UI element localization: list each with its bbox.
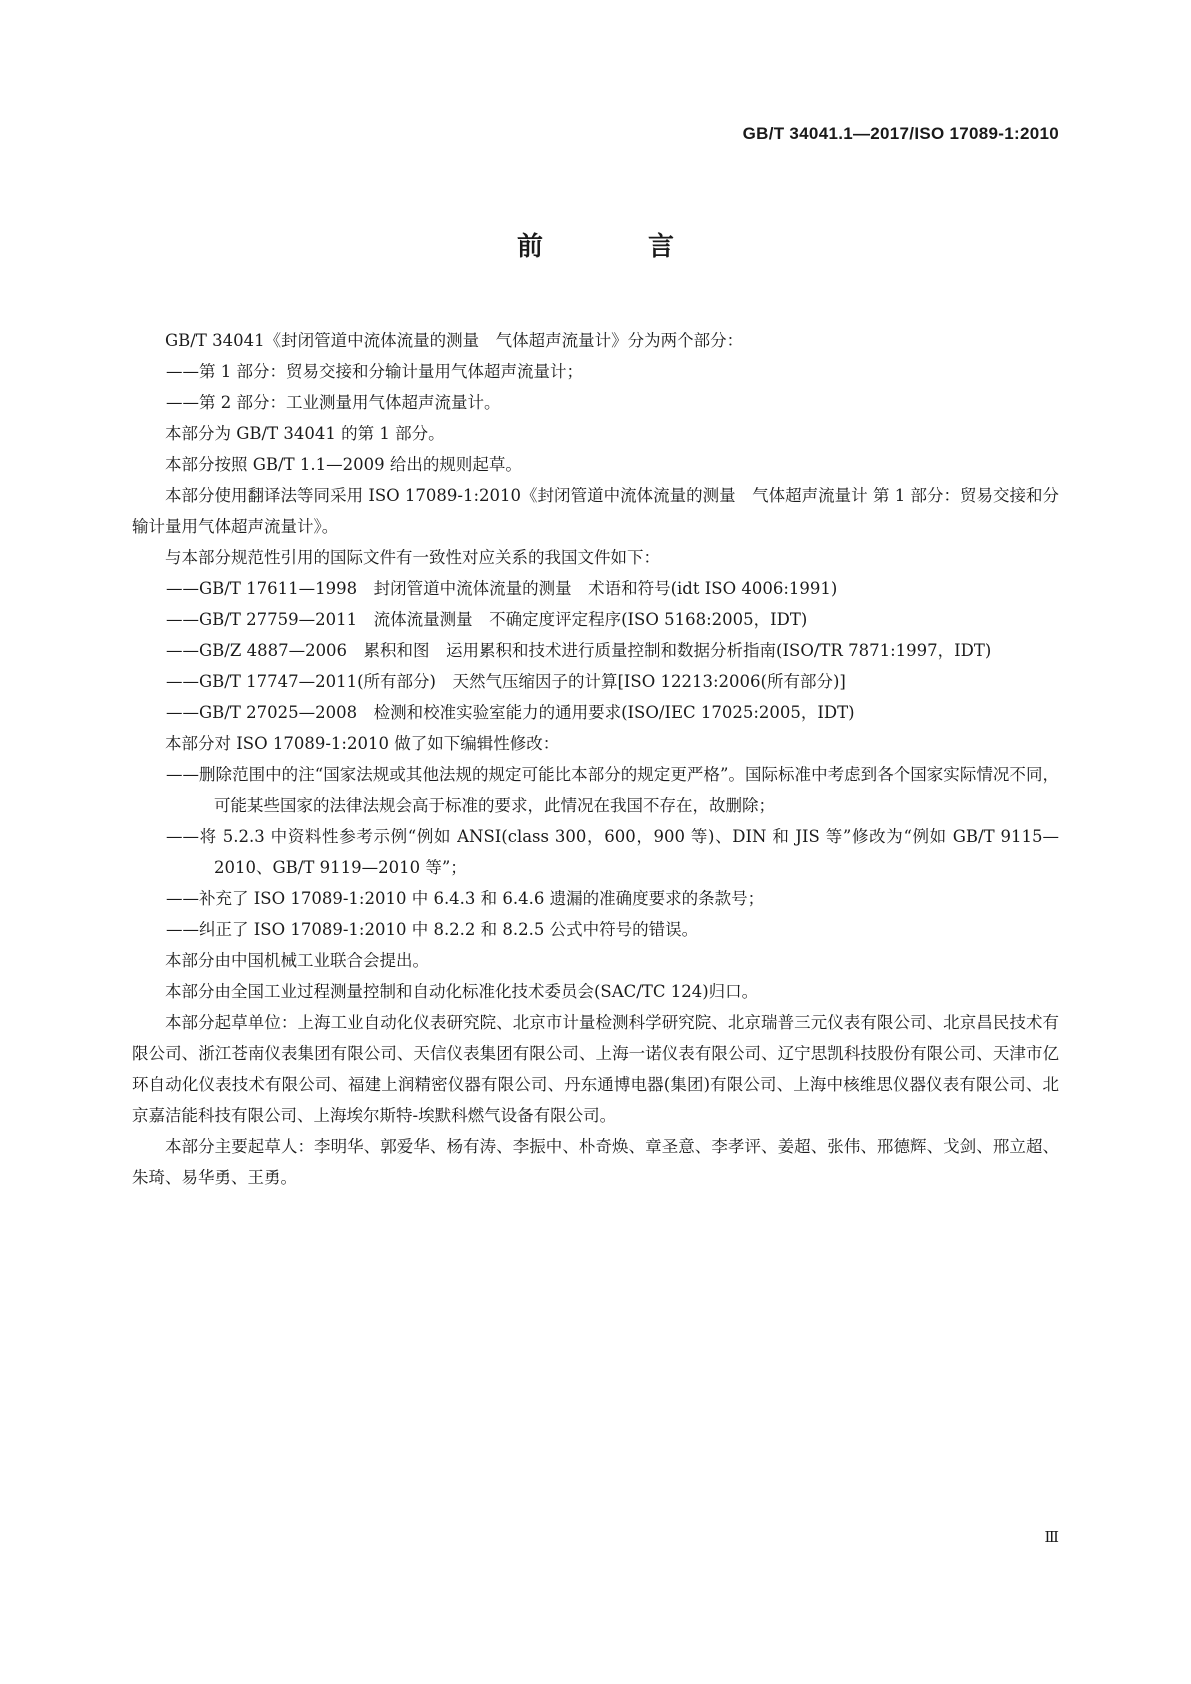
list-item: ——GB/T 17611—1998 封闭管道中流体流量的测量 术语和符号(idt ISO 4006:1991) [166,579,838,598]
list-item: ——第 2 部分：工业测量用气体超声流量计。 [166,393,501,412]
page-title: 前 言 [516,232,723,262]
document-body [132,325,1059,1193]
list-item: ——将 5.2.3 中资料性参考示例“例如 ANSI(class 300，600，900 等)、DIN 和 JIS 等”修改为“例如 GB/T 9115—2010、GB/T 9119—2010 等”； [166,827,1059,877]
document-code-header: GB/T 34041.1—2017/ISO 17089-1:2010 [742,124,1059,143]
list-item: ——第 1 部分：贸易交接和分输计量用气体超声流量计； [166,362,583,381]
paragraph: 与本部分规范性引用的国际文件有一致性对应关系的我国文件如下： [165,548,660,567]
list-item: ——删除范围中的注“国家法规或其他法规的规定可能比本部分的规定更严格”。国际标准中考虑到各个国家实际情况不同，可能某些国家的法律法规会高于标准的要求，此情况在我国不存在，故删除； [166,765,1059,815]
list-item: ——补充了 ISO 17089-1:2010 中 6.4.3 和 6.4.6 遗漏的准确度要求的条款号； [166,889,765,908]
paragraph: 本部分按照 GB/T 1.1—2009 给出的规则起草。 [165,455,522,474]
list-item: ——GB/T 27025—2008 检测和校准实验室能力的通用要求(ISO/IEC 17025:2005，IDT) [166,703,855,722]
paragraph: 本部分为 GB/T 34041 的第 1 部分。 [165,424,445,443]
list-item: ——GB/T 17747—2011(所有部分) 天然气压缩因子的计算[ISO 12213:2006(所有部分)] [166,672,846,691]
paragraph: 本部分使用翻译法等同采用 ISO 17089-1:2010《封闭管道中流体流量的测量 气体超声流量计 第 1 部分：贸易交接和分输计量用气体超声流量计》。 [132,486,1059,536]
page-number: Ⅲ [1044,1528,1059,1546]
paragraph: GB/T 34041《封闭管道中流体流量的测量 气体超声流量计》分为两个部分： [165,331,744,350]
list-item: ——GB/Z 4887—2006 累积和图 运用累积和技术进行质量控制和数据分析指南(ISO/TR 7871:1997，IDT) [166,641,992,660]
paragraph: 本部分由中国机械工业联合会提出。 [165,951,429,970]
paragraph: 本部分对 ISO 17089-1:2010 做了如下编辑性修改： [165,734,560,753]
list-item: ——GB/T 27759—2011 流体流量测量 不确定度评定程序(ISO 5168:2005，IDT) [166,610,808,629]
paragraph: 本部分起草单位：上海工业自动化仪表研究院、北京市计量检测科学研究院、北京瑞普三元仪表有限公司、北京昌民技术有限公司、浙江苍南仪表集团有限公司、天信仪表集团有限公司、上海一诺仪表有限公司、辽宁思凯科技股份有限公司、天津市亿环自动化仪表技术有限公司、福建上润精密仪器有限公司、丹东通博电器(集团)有限公司、上海中核维思仪器仪表有限公司、北京嘉洁能科技有限公司、上海埃尔斯特-埃默科燃气设备有限公司。 [132,1013,1059,1125]
list-item: ——纠正了 ISO 17089-1:2010 中 8.2.2 和 8.2.5 公式中符号的错误。 [166,920,699,939]
paragraph: 本部分主要起草人：李明华、郭爱华、杨有涛、李振中、朴奇焕、章圣意、李孝评、姜超、张伟、邢德辉、戈剑、邢立超、朱琦、易华勇、王勇。 [132,1137,1059,1187]
paragraph: 本部分由全国工业过程测量控制和自动化标准化技术委员会(SAC/TC 124)归口。 [165,982,759,1001]
